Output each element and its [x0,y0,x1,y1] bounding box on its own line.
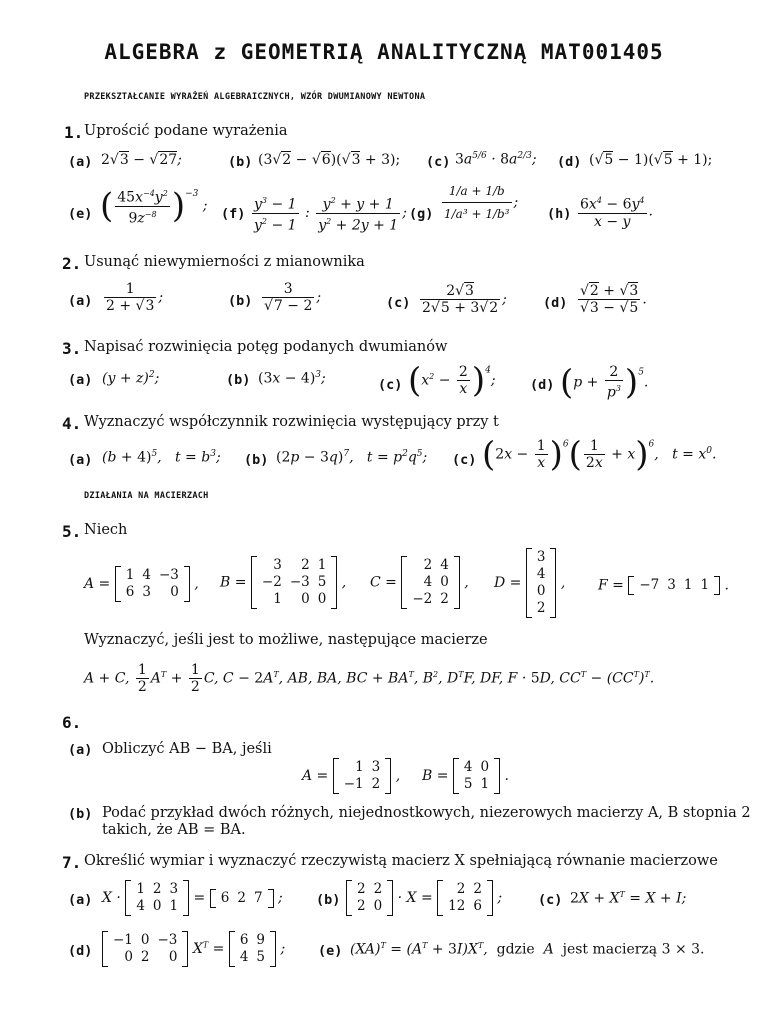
problem-6b-text2: takich, że AB = BA. [102,822,246,838]
expr-7d: −1 0 −3 0 2 0 $X^T$ = 6 9 4 5 ; [102,931,285,967]
problem-3-number: 3. [62,339,82,358]
problem-3-text: Napisać rozwinięcia potęg podanych dwumianów [84,339,448,355]
expr-1g: $\frac{1/a + 1/b}{\text{1/a³ + 1/b³}}$ ; [440,180,518,225]
expr-2d: $\frac{√2 + √3}{√3 - √5}$ . [580,283,647,316]
label-1c: (c) [426,154,451,170]
label-3a: (a) [68,372,93,388]
label-1g: (g) [409,206,434,222]
expr-4b: $(2p - 3q)^7$, $t = p^2q^5$; [276,449,428,466]
label-3c: (c) [378,377,403,393]
problem-7-text: Określić wymiar i wyznaczyć rzeczywistą macierz X spełniającą równanie macierzowe [84,853,718,869]
problem-1-text: Uprościć podane wyrażenia [84,123,288,139]
label-1a: (a) [68,154,93,170]
section-heading-1: PRZEKSZTAŁCANIE WYRAŻEŃ ALGEBRAICZNYCH, WZÓR DWUMIANOWY NEWTONA [84,92,426,102]
matrix-def-f: F = −7 3 1 1 . [598,577,729,594]
expr-7c: $2X + X^T = X + I$; [570,890,687,907]
matrix-6-b: B = 4 0 5 1 . [422,759,510,792]
expr-1d: (√5 − 1)(√5 + 1); [589,152,713,168]
expr-2c: $\frac{2√3}{2√5 + 3√2}$ ; [422,283,507,316]
expr-1b: (3√2 − √6)(√3 + 3); [258,152,401,168]
label-2c: (c) [386,295,411,311]
label-1d: (d) [557,154,582,170]
expr-3b: $(3x - 4)^3$; [258,370,326,387]
expr-5-list: A + C, $\frac{1}{2}$ $A^T$ + $\frac{1}{2}$ C, $C - 2A^T$, AB, BA, BC + $BA^T$, $B^2$, $D^TF$, DF, F · 5D, $CC^T - (CC^T)^T$. [84,662,655,695]
matrix-def-a: A = 1 4 −3 6 3 0 , [84,567,199,600]
matrix-def-c: C = 2 4 4 0 −2 2 , [370,557,469,607]
problem-1-number: 1. [64,123,84,142]
problem-4-number: 4. [62,414,82,433]
matrix-def-d: D = 3 4 0 2 , [494,549,566,616]
label-1e: (e) [68,206,93,222]
label-7e: (e) [318,943,343,959]
expr-1c: $3a^{5/6} \cdot 8a^{2/3}$; [455,151,537,168]
label-7d: (d) [68,943,93,959]
expr-3a: $(y + z)^2$; [102,370,160,387]
label-7c: (c) [538,892,563,908]
label-4c: (c) [452,452,477,468]
matrix-def-b: B = 3 2 1 −2 −3 5 1 0 0 , [220,557,347,607]
expr-1a: 2√3 − √27; [101,152,182,168]
label-7a: (a) [68,892,93,908]
label-3d: (d) [530,377,555,393]
label-7b: (b) [316,892,341,908]
expr-1h: $\frac{6x^4 - 6y^4}{x - y}$ . [580,196,653,230]
expr-4a: $(b + 4)^5$, $t = b^3$; [102,449,221,466]
problem-6b-text1: Podać przykład dwóch różnych, niejednostkowych, niezerowych macierzy A, B stopnia 2 [102,805,751,821]
expr-3c: ($x^2$ − $\frac{2}{x}$ )$^4$; [408,360,496,401]
label-3b: (b) [226,372,251,388]
label-1f: (f) [221,206,246,222]
problem-7-number: 7. [62,853,82,872]
expr-2a: $\frac{1}{2 + √3}$ ; [106,281,164,314]
expr-2b: $\frac{3}{√7 - 2}$ ; [264,281,322,314]
label-1b: (b) [228,154,253,170]
expr-7b: 2 2 2 0 · X = 2 2 12 6 ; [346,880,502,916]
label-2b: (b) [228,293,253,309]
expr-3d: (p + $\frac{2}{p^3}$ )$^5$. [560,362,649,403]
expr-7a: X · 1 2 3 4 0 1 = 6 2 7 ; [102,881,283,914]
label-4a: (a) [68,452,93,468]
problem-4-text: Wyznaczyć współczynnik rozwinięcia występujący przy t [84,414,499,430]
page-title: ALGEBRA z GEOMETRIĄ ANALITYCZNĄ MAT001405 [104,40,664,64]
expr-7e: $(XA)^T = (A^T + 3I)X^T$, gdzie A jest macierzą 3 × 3. [350,941,705,958]
problem-5-number: 5. [62,522,82,541]
label-2d: (d) [543,295,568,311]
problem-2-text: Usunąć niewymierności z mianownika [84,254,365,270]
expr-1e: ( $\frac{45x^{-4}y^2}{9z^{-8}}$ )$^{-3}$ ; [100,186,208,227]
section-heading-2: DZIAŁANIA NA MACIERZACH [84,491,209,501]
label-6b: (b) [68,806,93,822]
problem-6-number: 6. [62,713,82,732]
label-2a: (a) [68,293,93,309]
problem-5-text2: Wyznaczyć, jeśli jest to możliwe, następujące macierze [84,632,488,648]
label-1h: (h) [547,206,572,222]
matrix-6-a: A = 1 3 −1 2 , [302,759,401,792]
problem-2-number: 2. [62,254,82,273]
expr-4c: (2x − $\frac{1}{x}$ )$^6$( $\frac{1}{2x}$ + x)$^6$, $t = x^0$. [482,434,717,475]
expr-1f: $\frac{y^3 - 1}{y^2 - 1}$ : $\frac{y^2 + y + 1}{y^2 + 2y + 1}$ ; [254,196,407,234]
problem-5-text: Niech [84,522,128,538]
problem-6a-text: Obliczyć AB − BA, jeśli [102,741,272,757]
label-4b: (b) [244,452,269,468]
label-6a: (a) [68,742,93,758]
